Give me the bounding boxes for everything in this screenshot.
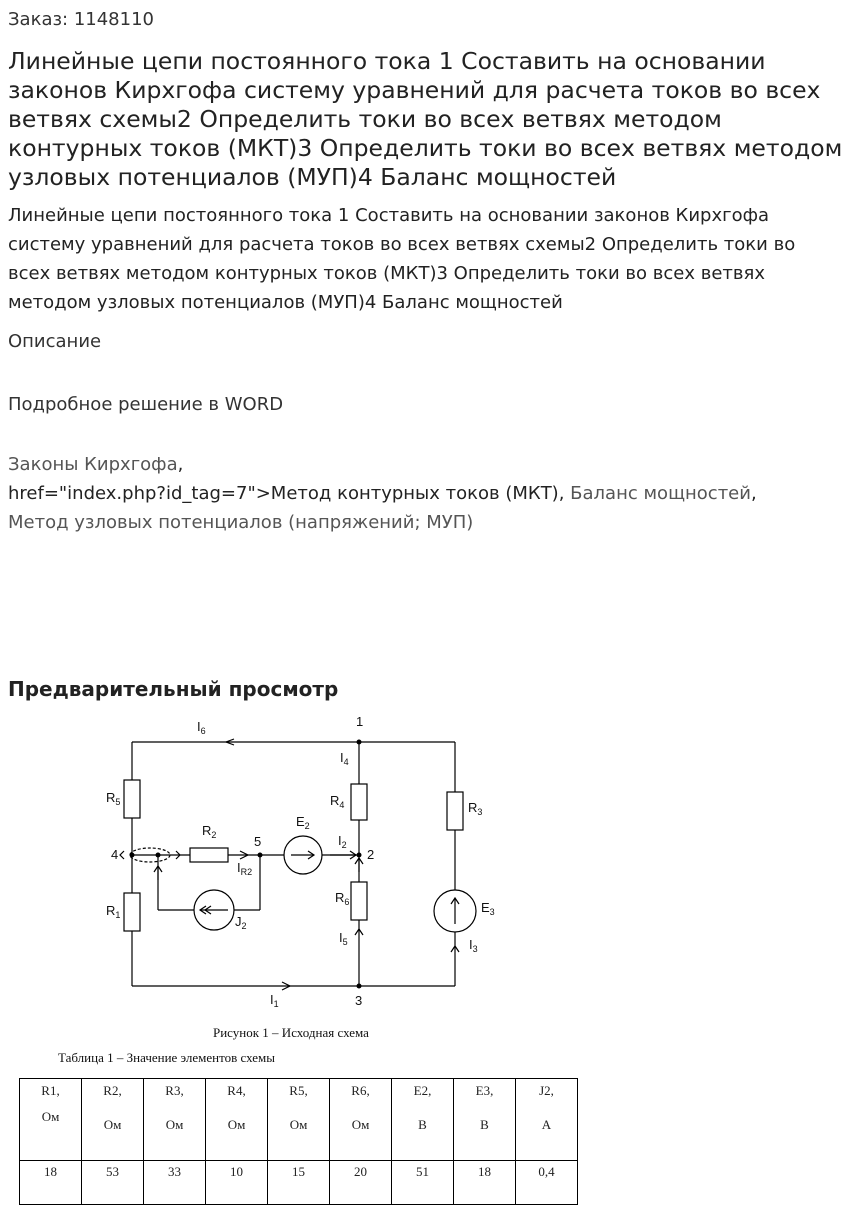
tag-list: [8, 450, 843, 537]
node-dot: [130, 853, 135, 858]
label-j2: $J_2$: [235, 914, 247, 931]
resistor-r5: [124, 780, 140, 818]
label-ir2: $I_{R2}$: [237, 860, 253, 877]
header-cell: R2, Ом: [82, 1079, 144, 1161]
header-cell: R6, Ом: [330, 1079, 392, 1161]
node-dot: [357, 984, 362, 989]
value-cell: 10: [206, 1161, 268, 1205]
value-cell: 18: [20, 1161, 82, 1205]
tag-raw-markup: href="index.php?id_tag=7">Метод контурных токов (МКТ),: [8, 483, 565, 504]
description-heading: Описание: [8, 331, 102, 352]
label-i5: $I_5$: [339, 930, 348, 947]
label-r6: $R_6$: [335, 890, 350, 907]
tag-link-kirchhoff[interactable]: Законы Кирхгофа: [8, 454, 178, 475]
circuit-diagram: [95, 712, 515, 1012]
tag-link-power-balance[interactable]: Баланс мощностей: [570, 483, 751, 504]
table-header-row: [20, 1079, 578, 1161]
node-label-1: 1: [356, 714, 364, 729]
header-cell: R4, Ом: [206, 1079, 268, 1161]
table-values-row: [20, 1161, 578, 1205]
label-i2: $I_2$: [338, 833, 347, 850]
value-cell: 20: [330, 1161, 392, 1205]
resistor-r1: [124, 893, 140, 931]
node-dot: [357, 740, 362, 745]
resistor-r3: [447, 792, 463, 830]
value-cell: 18: [454, 1161, 516, 1205]
label-r4: $R_4$: [330, 793, 345, 810]
header-cell: E3, В: [454, 1079, 516, 1161]
node-dot: [258, 853, 263, 858]
resistor-r2: [190, 848, 228, 862]
value-cell: 53: [82, 1161, 144, 1205]
node-label-4: 4: [111, 847, 119, 862]
node-label-3: 3: [355, 993, 363, 1008]
value-cell: 0,4: [516, 1161, 578, 1205]
header-cell: R3, Ом: [144, 1079, 206, 1161]
label-e3: $E_3$: [481, 900, 495, 917]
element-values-table: [19, 1078, 578, 1205]
header-cell: J2, А: [516, 1079, 578, 1161]
node-dot: [156, 853, 161, 858]
label-i1: $I_1$: [270, 992, 279, 1009]
label-e2: $E_2$: [296, 814, 310, 831]
label-i3: $I_3$: [469, 937, 478, 954]
resistor-r4: [351, 784, 367, 820]
preview-heading: Предварительный просмотр: [8, 677, 339, 701]
table-caption: Таблица 1 – Значение элементов схемы: [58, 1050, 276, 1065]
tag-link-nodal[interactable]: Метод узловых потенциалов (напряжений; МУП): [8, 512, 474, 533]
tag-separator: ,: [177, 454, 184, 475]
order-number: Заказ: 1148110: [8, 9, 154, 30]
tag-separator: ,: [750, 483, 757, 504]
node-dot: [357, 853, 362, 858]
value-cell: 15: [268, 1161, 330, 1205]
label-i4: $I_4$: [340, 750, 349, 767]
figure-caption: Рисунок 1 – Исходная схема: [213, 1025, 369, 1040]
label-i6: $I_6$: [197, 719, 206, 736]
resistor-r6: [351, 882, 367, 920]
header-cell: R5, Ом: [268, 1079, 330, 1161]
solution-note: Подробное решение в WORD: [8, 394, 284, 415]
label-r2: $R_2$: [202, 823, 217, 840]
label-r1: $R_1$: [106, 903, 121, 920]
value-cell: 51: [392, 1161, 454, 1205]
label-r3: $R_3$: [468, 800, 483, 817]
value-cell: 33: [144, 1161, 206, 1205]
label-r5: $R_5$: [106, 790, 121, 807]
node-label-2: 2: [367, 847, 375, 862]
short-description: Линейные цепи постоянного тока 1 Составить на основании законов Кирхгофа систему уравнений для расчета токов во всех ветвях схемы2 Определить токи во всех ветвях методом контурных токов (МКТ)3 Определить токи во всех ветвях методом узловых потенциалов (МУП)4 Баланс мощностей: [8, 205, 796, 313]
header-cell: E2, В: [392, 1079, 454, 1161]
page-title: Линейные цепи постоянного тока 1 Составить на основании законов Кирхгофа систему уравнений для расчета токов во всех ветвях схемы2 Определить токи во всех ветвях методом контурных токов (МКТ)3 Определить токи во всех ветвях методом узловых потенциалов (МУП)4 Баланс мощностей: [8, 47, 843, 191]
node-label-5: 5: [254, 834, 262, 849]
header-cell: R1, Ом: [20, 1079, 82, 1161]
